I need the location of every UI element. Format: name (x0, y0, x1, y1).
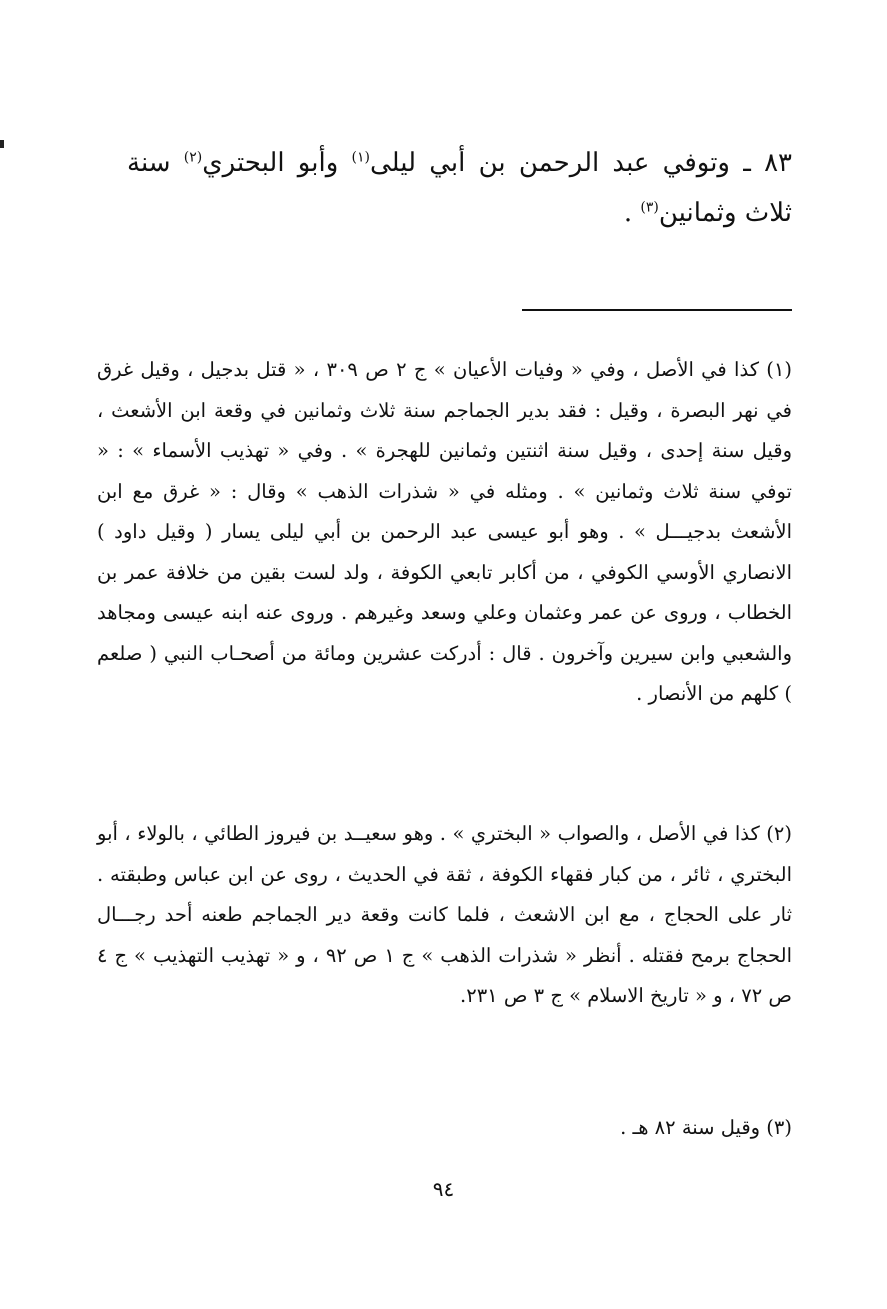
entry-text-part-2: وأبو البحتري (202, 148, 352, 178)
entry-text-part-3: سنة ثلاث وثمانين (127, 148, 792, 228)
footnote-2: (٢) كذا في الأصل ، والصواب « البختري » . وهو سعيــد بن فيروز الطائي ، بالولاء ، أبو البختري ، ثائر ، من كبار فقهاء الكوفة ، ثقة في الحديث ، روى عن ابن عباس وطبقته . ثار على الحجاج ، مع ابن الاشعث ، فلما كانت وقعة دير الجماجم طعنه أحد رجـــال الحجاج برمح فقتله . أنظر « شذرات الذهب » ج ١ ص ٩٢ ، و « تهذيب التهذيب » ج ٤ ص ٧٢ ، و « تاريخ الاسلام » ج ٣ ص ٢٣١. (97, 822, 792, 1007)
footnote-3: (٣) وقيل سنة ٨٢ هـ . (620, 1116, 792, 1139)
entry-text-part-4: . (623, 198, 641, 228)
scan-edge-mark (0, 140, 4, 148)
entry-text-part-1: ٨٣ ـ وتوفي عبد الرحمن بن أبي ليلى (369, 148, 792, 178)
footnote-ref-3: (٣) (640, 199, 659, 216)
main-entry (127, 138, 792, 238)
page-number: ٩٤ (432, 1177, 455, 1201)
footnote-ref-1: (١) (351, 149, 370, 166)
footnote-separator (522, 309, 792, 311)
footnote-ref-2: (٢) (183, 149, 203, 166)
footnote-1: (١) كذا في الأصل ، وفي « وفيات الأعيان » ج ٢ ص ٣٠٩ ، « قتل بدجيل ، وقيل غرق في نهر البصرة ، وقيل : فقد بدير الجماجم سنة ثلاث وثمانين في وقعة ابن الأشعث ، وقيل سنة إحدى ، وقيل سنة اثنتين وثمانين للهجرة » . وفي « تهذيب الأسماء » : « توفي سنة ثلاث وثمانين » . ومثله في « شذرات الذهب » وقال : « غرق مع ابن الأشعث بدجيـــل » . وهو أبو عيسى عبد الرحمن بن أبي ليلى يسار ( وقيل داود ) الانصاري الأوسي الكوفي ، من أكابر تابعي الكوفة ، ولد لست بقين من خلافة عمر بن الخطاب ، وروى عن عمر وعثمان وعلي وسعد وغيرهم . وروى عنه ابنه عيسى ومجاهد والشعبي وابن سيرين وآخرون . قال : أدركت عشرين ومائة من أصحـاب النبي ( صلعم ) كلهم من الأنصار . (97, 358, 792, 705)
